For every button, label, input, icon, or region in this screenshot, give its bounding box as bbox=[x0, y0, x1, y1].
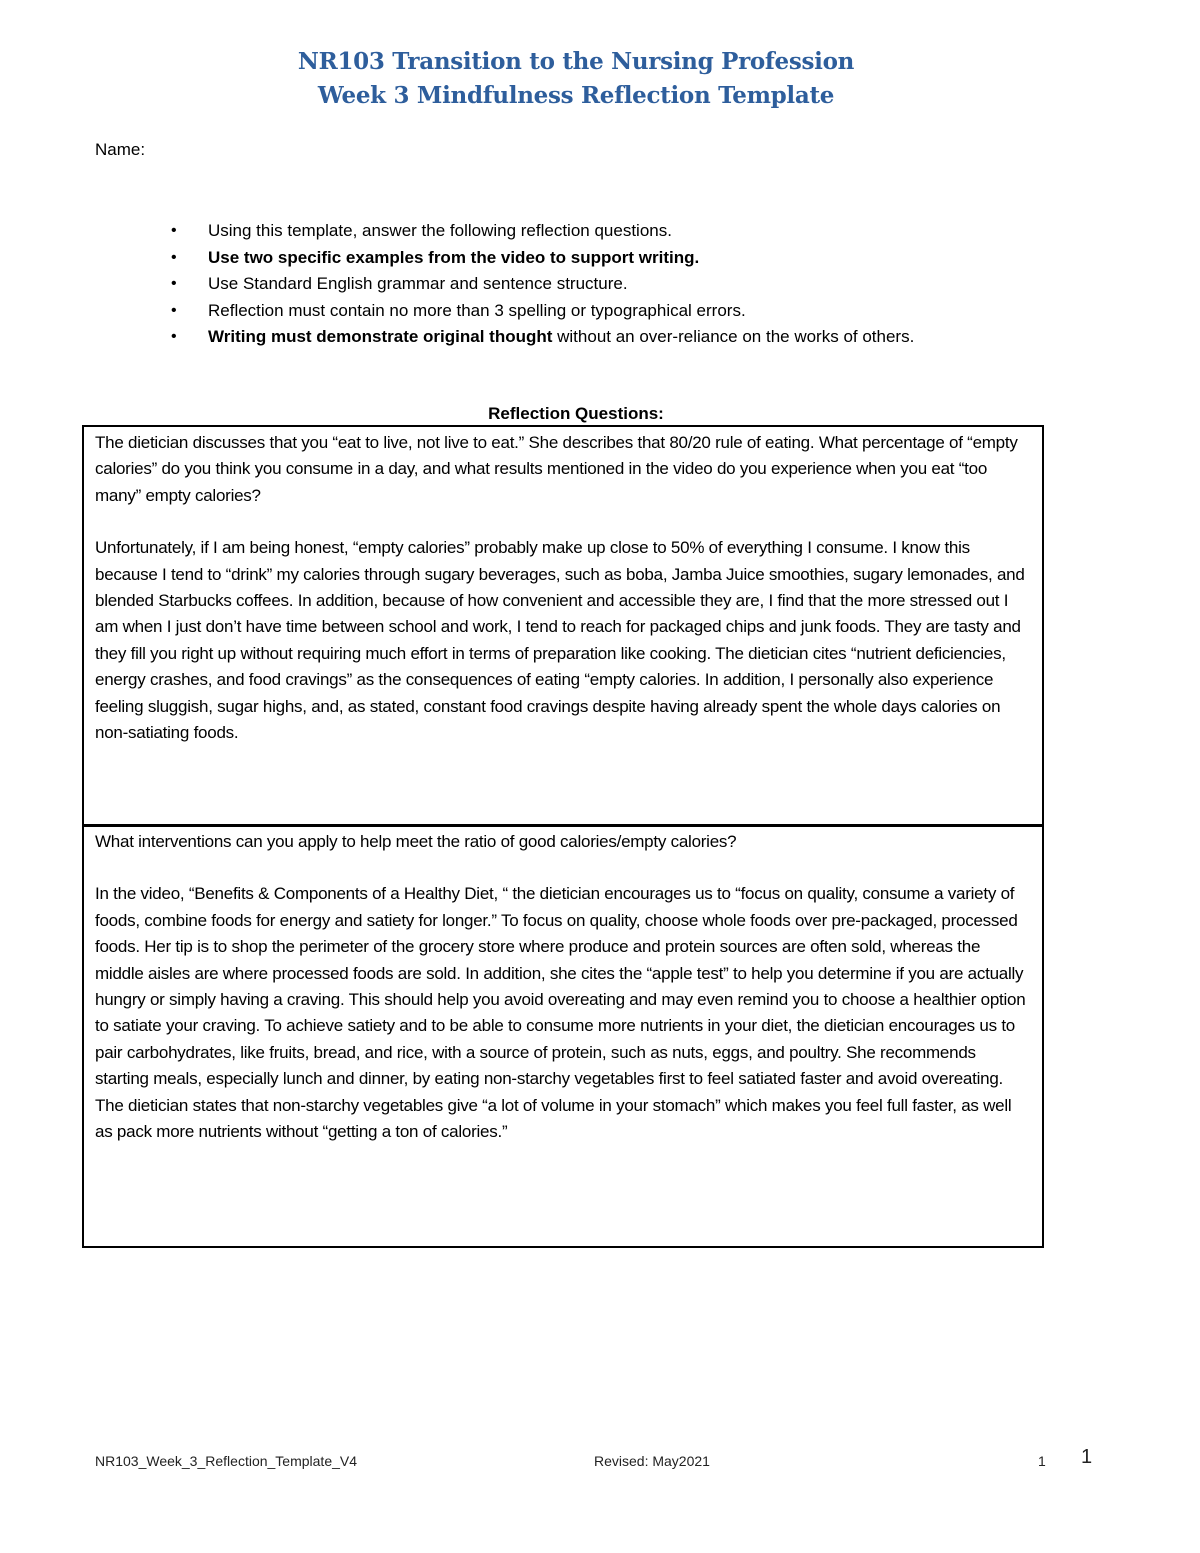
bullet-icon: • bbox=[171, 222, 177, 239]
footer-page-number: 1 bbox=[1038, 1453, 1046, 1469]
footer-revised-date: Revised: May2021 bbox=[594, 1453, 710, 1469]
reflection-box-2 bbox=[82, 824, 1044, 1248]
instruction-text: Reflection must contain no more than 3 spelling or typographical errors. bbox=[208, 300, 746, 320]
answer-text: In the video, “Benefits & Components of a Healthy Diet, “ the dietician encourages us to “focus on quality, consume a variety of foods, combine foods for energy and satiety for longer.” To focus on quality, choose whole foods over pre-packaged, processed foods. Her tip is to shop the perimeter of the grocery store where produce and protein sources are often sold, whereas the middle aisles are where processed foods are sold. In addition, she cites the “apple test” to help you determine if you are actually hungry or simply having a craving. This should help you avoid overeating and may even remind you to choose a healthier option to satiate your craving. To achieve satiety and to be able to consume more nutrients in your diet, the dietician encourages us to pair carbohydrates, like fruits, bread, and rice, with a source of protein, such as nuts, eggs, and poultry. She recommends starting meals, especially lunch and dinner, by eating non-starchy vegetables first to feel satiated faster and avoid overeating. The dietician states that non-starchy vegetables give “a lot of volume in your stomach” which makes you feel full faster, as well as pack more nutrients without “getting a ton of calories.” bbox=[95, 884, 1026, 1142]
instruction-item bbox=[165, 245, 1065, 272]
reflection-questions-heading: Reflection Questions: bbox=[488, 404, 664, 423]
instruction-text: Use Standard English grammar and sentence structure. bbox=[208, 274, 628, 293]
instruction-item bbox=[165, 218, 1065, 245]
instructions-list bbox=[165, 218, 1065, 351]
instruction-bold-text: Use two specific examples from the video to support writing. bbox=[208, 247, 700, 267]
bullet-icon: • bbox=[171, 275, 177, 292]
instruction-item bbox=[165, 271, 1065, 298]
instruction-text: without an over-reliance on the works of others. bbox=[552, 327, 915, 346]
question-text: What interventions can you apply to help meet the ratio of good calories/empty calories? bbox=[95, 832, 737, 851]
question-text: The dietician discusses that you “eat to live, not live to eat.” She describes that 80/20 rule of eating. What percentage of “empty calories” do you think you consume in a day, and what results mentioned in the video do you experience when you eat “too many” empty calories? bbox=[95, 433, 1018, 505]
bullet-icon: • bbox=[171, 248, 177, 266]
instruction-item bbox=[165, 324, 1065, 351]
reflection-box-1 bbox=[82, 425, 1044, 827]
bullet-icon: • bbox=[171, 301, 177, 319]
name-label: Name: bbox=[95, 140, 146, 159]
document-title: NR103 Transition to the Nursing Profession bbox=[297, 48, 855, 75]
answer-text: Unfortunately, if I am being honest, “empty calories” probably make up close to 50% of everything I consume. I know this because I tend to “drink” my calories through sugary beverages, such as boba, Jamba Juice smoothies, sugary lemonades, and blended Starbucks coffees. In addition, because of how convenient and accessible they are, I find that the more stressed out I am when I just don’t have time between school and work, I tend to reach for packaged chips and junk foods. They are tasty and they fill you right up without requiring much effort in terms of preparation like cooking. The dietician cites “nutrient deficiencies, energy crashes, and food cravings” as the consequences of eating “empty calories. In addition, I personally also experience feeling sluggish, sugar highs, and, as stated, constant food cravings despite having already spent the whole days calories on non-satiating foods. bbox=[95, 538, 1025, 743]
corner-page-number: 1 bbox=[1081, 1446, 1093, 1468]
footer-document-name: NR103_Week_3_Reflection_Template_V4 bbox=[95, 1453, 358, 1469]
instruction-text: Using this template, answer the following reflection questions. bbox=[208, 221, 672, 240]
instruction-bold-text: Writing must demonstrate original thought bbox=[208, 327, 553, 346]
bullet-icon: • bbox=[171, 328, 177, 345]
document-subtitle: Week 3 Mindfulness Reflection Template bbox=[317, 82, 835, 109]
instruction-item bbox=[165, 298, 1065, 325]
